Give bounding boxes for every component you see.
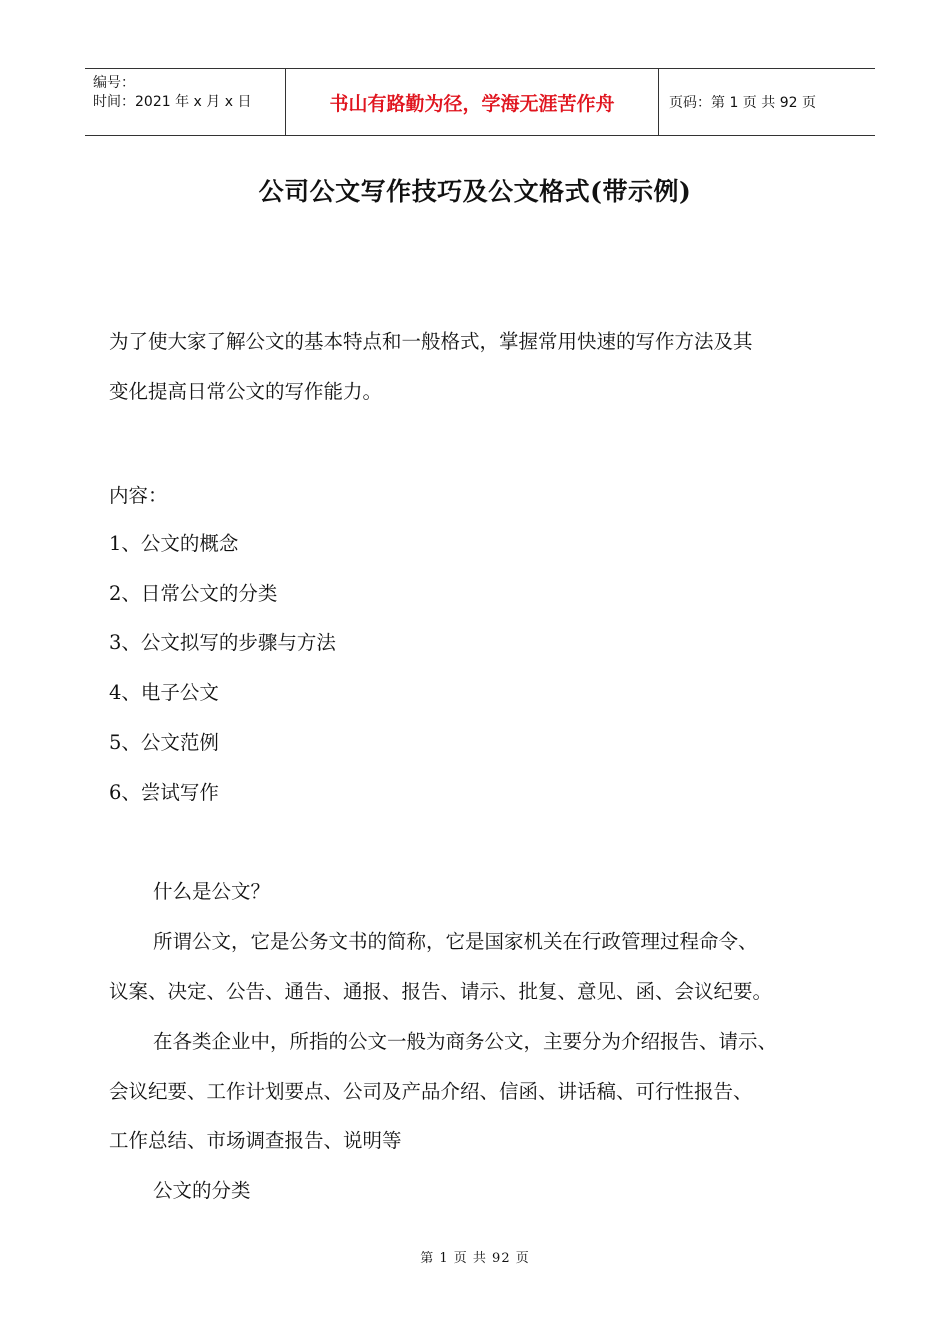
contents-item: 4、电子公文 — [109, 681, 219, 704]
business-line-3: 工作总结、市场调查报告、说明等 — [109, 1129, 402, 1152]
header-page-info: 页码：第 1 页 共 92 页 — [669, 95, 816, 111]
definition-line-2: 议案、决定、公告、通告、通报、报告、请示、批复、意见、函、会议纪要。 — [109, 980, 773, 1003]
business-line-2: 会议纪要、工作计划要点、公司及产品介绍、信函、讲话稿、可行性报告、 — [109, 1080, 753, 1103]
document-number-label: 编号： — [93, 75, 135, 91]
contents-item: 2、日常公文的分类 — [109, 582, 278, 605]
header-meta-cell — [85, 69, 286, 135]
definition-line-1: 所谓公文，它是公务文书的简称，它是国家机关在行政管理过程命令、 — [153, 930, 758, 953]
page-footer: 第 1 页 共 92 页 — [420, 1251, 530, 1266]
section-heading-classification: 公文的分类 — [153, 1179, 251, 1202]
page-header — [85, 68, 875, 136]
contents-item: 5、公文范例 — [109, 731, 219, 754]
header-motto: 书山有路勤为径，学海无涯苦作舟 — [329, 92, 615, 115]
intro-line-1: 为了使大家了解公文的基本特点和一般格式，掌握常用快速的写作方法及其 — [109, 330, 753, 353]
header-motto-cell — [286, 69, 659, 135]
contents-label: 内容： — [109, 484, 168, 507]
document-title: 公司公文写作技巧及公文格式(带示例) — [258, 177, 692, 206]
header-page-cell — [659, 69, 875, 135]
contents-item: 6、尝试写作 — [109, 781, 219, 804]
intro-line-2: 变化提高日常公文的写作能力。 — [109, 380, 383, 403]
contents-item: 3、公文拟写的步骤与方法 — [109, 631, 336, 654]
document-time: 时间：2021 年 x 月 x 日 — [93, 94, 252, 110]
section-heading-what-is: 什么是公文？ — [153, 880, 271, 903]
contents-item: 1、公文的概念 — [109, 532, 239, 555]
business-line-1: 在各类企业中，所指的公文一般为商务公文，主要分为介绍报告、请示、 — [153, 1030, 778, 1053]
